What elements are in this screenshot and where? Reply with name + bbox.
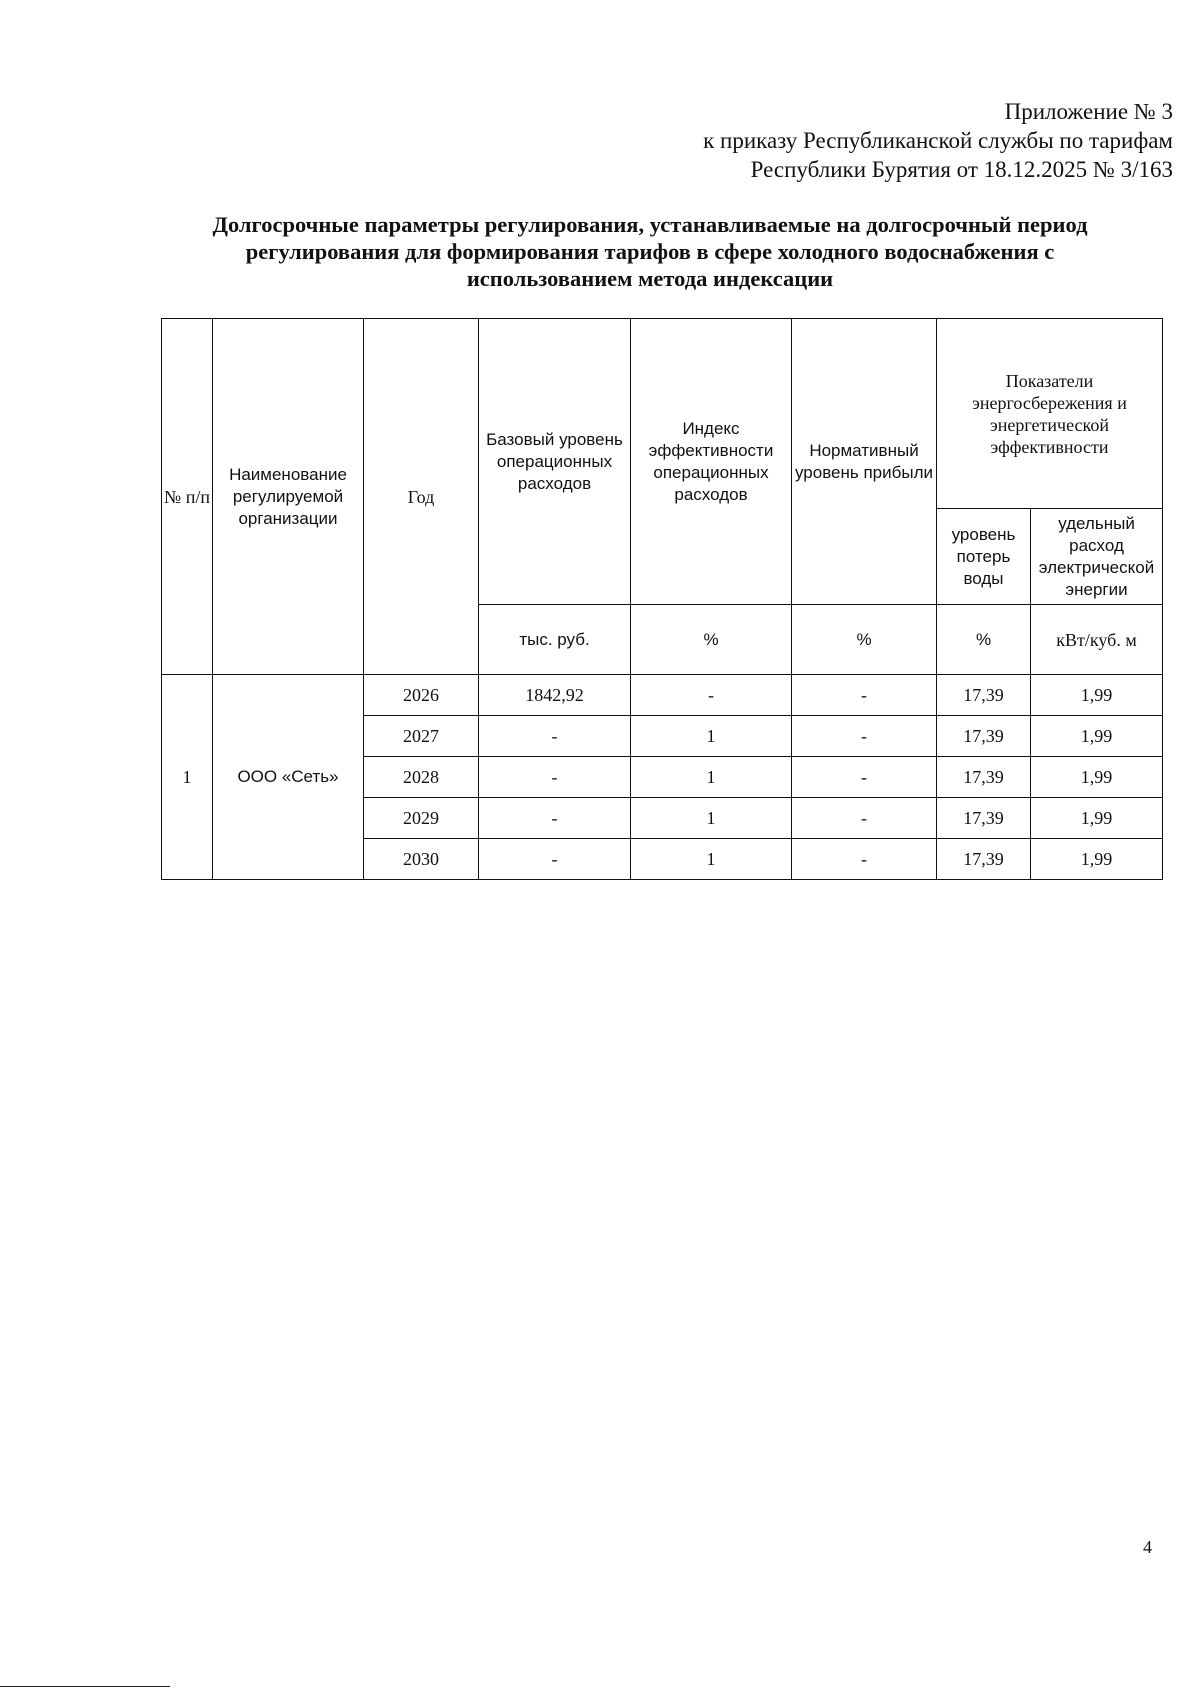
cell-water-loss: 17,39 — [937, 798, 1031, 839]
unit-base-level: тыс. руб. — [479, 605, 631, 675]
header-efficiency-index: Индекс эффективности операционных расходов — [631, 319, 792, 605]
header-base-level: Базовый уровень операционных расходов — [479, 319, 631, 605]
cell-base-level: - — [479, 839, 631, 880]
cell-base-level: - — [479, 757, 631, 798]
cell-water-loss: 17,39 — [937, 839, 1031, 880]
cell-base-level: 1842,92 — [479, 675, 631, 716]
cell-efficiency-index: - — [631, 675, 792, 716]
cell-efficiency-index: 1 — [631, 798, 792, 839]
cell-water-loss: 17,39 — [937, 757, 1031, 798]
header-energy-group: Показатели энергосбережения и энергетической эффективности — [937, 319, 1163, 509]
cell-efficiency-index: 1 — [631, 716, 792, 757]
order-reference: к приказу Республиканской службы по тарифам — [703, 128, 1173, 153]
header-num: № п/п — [162, 319, 213, 675]
cell-year: 2027 — [364, 716, 479, 757]
cell-profit-level: - — [792, 675, 937, 716]
cell-electricity-consumption: 1,99 — [1031, 757, 1163, 798]
appendix-header — [473, 97, 1173, 184]
parameters-table — [161, 318, 1163, 880]
unit-water-loss: % — [937, 605, 1031, 675]
cell-base-level: - — [479, 798, 631, 839]
title-line-2: регулирования для формирования тарифов в сфере холодного водоснабжения с — [245, 239, 1055, 264]
cell-water-loss: 17,39 — [937, 675, 1031, 716]
cell-efficiency-index: 1 — [631, 839, 792, 880]
cell-year: 2030 — [364, 839, 479, 880]
cell-electricity-consumption: 1,99 — [1031, 675, 1163, 716]
unit-efficiency-index: % — [631, 605, 792, 675]
table-row — [162, 675, 1163, 716]
row-number: 1 — [162, 675, 213, 880]
title-line-1: Долгосрочные параметры регулирования, устанавливаемые на долгосрочный период — [212, 212, 1088, 237]
appendix-number: Приложение № 3 — [1004, 99, 1173, 124]
order-date-number: Республики Бурятия от 18.12.2025 № 3/163 — [750, 157, 1173, 182]
cell-electricity-consumption: 1,99 — [1031, 798, 1163, 839]
cell-profit-level: - — [792, 716, 937, 757]
page-number: 4 — [1143, 1537, 1152, 1557]
cell-base-level: - — [479, 716, 631, 757]
document-title — [150, 211, 1150, 292]
cell-electricity-consumption: 1,99 — [1031, 839, 1163, 880]
title-line-3: использованием метода индексации — [466, 266, 834, 291]
cell-year: 2026 — [364, 675, 479, 716]
unit-profit-level: % — [792, 605, 937, 675]
cell-efficiency-index: 1 — [631, 757, 792, 798]
header-electricity-consumption: удельный расход электрической энергии — [1031, 509, 1163, 605]
organization-name: ООО «Сеть» — [213, 675, 364, 880]
cell-year: 2028 — [364, 757, 479, 798]
cell-year: 2029 — [364, 798, 479, 839]
header-org-name: Наименование регулируемой организации — [213, 319, 364, 675]
header-year: Год — [364, 319, 479, 675]
header-profit-level: Нормативный уровень прибыли — [792, 319, 937, 605]
cell-electricity-consumption: 1,99 — [1031, 716, 1163, 757]
cell-profit-level: - — [792, 798, 937, 839]
header-water-loss: уровень потерь воды — [937, 509, 1031, 605]
cell-water-loss: 17,39 — [937, 716, 1031, 757]
cell-profit-level: - — [792, 757, 937, 798]
cell-profit-level: - — [792, 839, 937, 880]
unit-electricity-consumption: кВт/куб. м — [1031, 605, 1163, 675]
footer-divider — [0, 1686, 170, 1687]
